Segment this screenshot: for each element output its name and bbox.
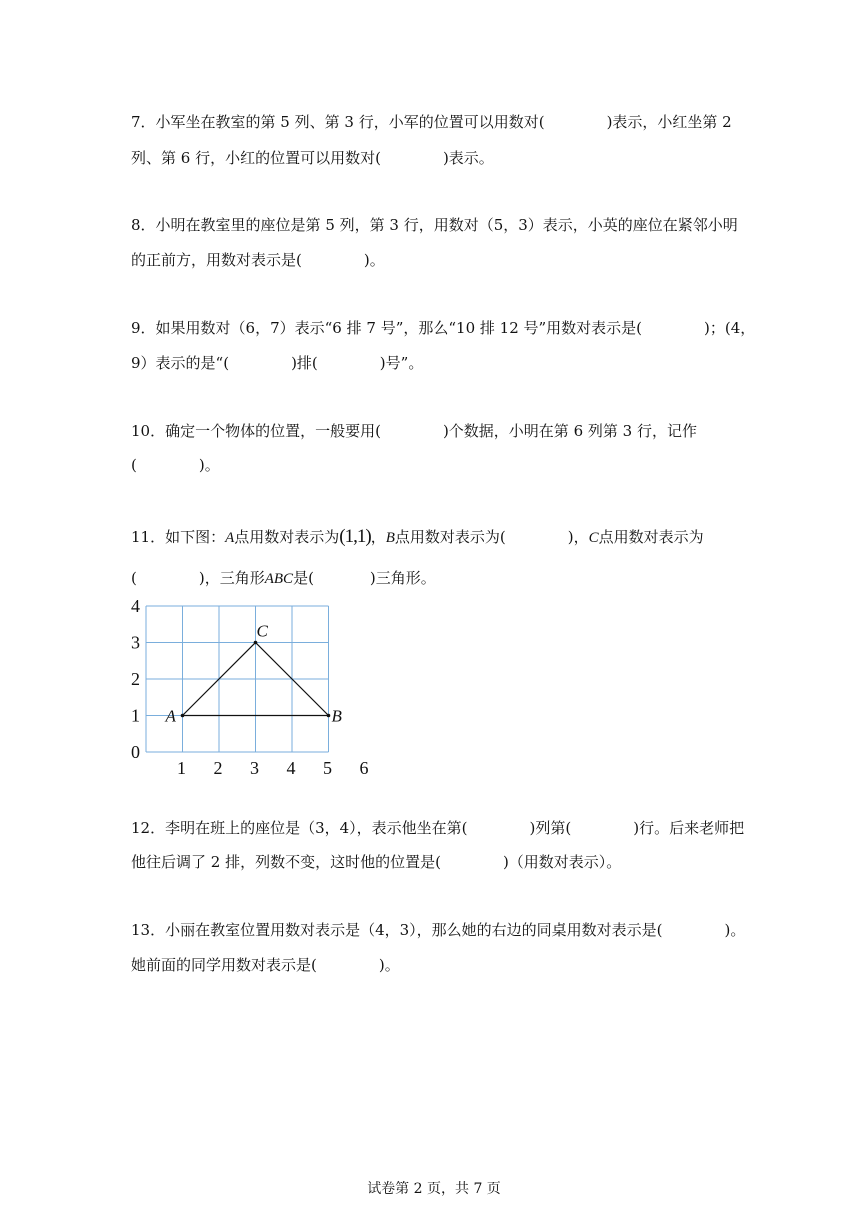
- q11-text: 点用数对表示为(: [394, 528, 506, 546]
- page-footer: 试卷第 2 页，共 7 页: [367, 1181, 501, 1197]
- q7-line2: [131, 148, 494, 168]
- q11-text: 11．如下图：: [131, 528, 226, 546]
- x-tick-label: 2: [213, 758, 223, 778]
- x-tick-label: 4: [286, 758, 296, 778]
- coordinate-grid-figure: [120, 596, 390, 778]
- q12-line2: [131, 852, 621, 872]
- q10-text: )。: [198, 456, 220, 474]
- y-tick-label: 3: [131, 632, 140, 653]
- y-tick-label: 0: [131, 742, 140, 762]
- q10-text: 10．确定一个物体的位置，一般要用(: [131, 422, 381, 440]
- grid-lines: [146, 606, 329, 752]
- q8-line1: [131, 215, 738, 235]
- point-b-label: B: [385, 530, 395, 546]
- q7-line1: [131, 112, 732, 132]
- q11-text: 是(: [293, 569, 314, 587]
- q7-text: )表示。: [442, 149, 494, 167]
- point-c-label: C: [588, 530, 599, 546]
- point-a-label: A: [225, 530, 235, 546]
- q13-text: )。: [378, 956, 400, 974]
- q10-line1: [131, 421, 697, 441]
- q9-line1: [131, 318, 755, 338]
- q11-text: )三角形。: [369, 569, 436, 587]
- q12-text: )行。后来老师把: [633, 819, 745, 837]
- vertex-point-b: [327, 714, 331, 718]
- vertex-label-c: C: [256, 621, 268, 641]
- q10-line2: [131, 455, 220, 475]
- triangle-abc: [165, 622, 343, 726]
- q11-text: 点用数对表示为: [234, 528, 340, 546]
- x-tick-label: 6: [359, 758, 369, 778]
- vertex-point-c: [254, 641, 258, 645]
- q11-text: ，: [370, 528, 386, 546]
- q11-text: (: [131, 569, 137, 587]
- y-tick-label: 4: [131, 596, 140, 616]
- q13-text: 她前面的同学用数对表示是(: [131, 956, 317, 974]
- q11-line2: [131, 568, 436, 589]
- q9-text: )号”。: [379, 354, 424, 372]
- q8-text: 的正前方，用数对表示是(: [131, 251, 302, 269]
- axis-tick-labels: [131, 596, 369, 778]
- q12-text: )（用数对表示）。: [502, 853, 622, 871]
- x-tick-label: 1: [177, 758, 186, 778]
- q9-text: )排(: [291, 354, 318, 372]
- vertex-label-a: A: [165, 706, 176, 726]
- q9-text: 9．如果用数对（6，7）表示“6 排 7 号”，那么“10 排 12 号”用数对表示是(: [131, 319, 643, 337]
- vertex-point-a: [181, 714, 185, 718]
- pair-a: (1,1): [339, 526, 371, 547]
- y-tick-label: 2: [131, 669, 140, 689]
- q12-text: )列第(: [529, 819, 572, 837]
- q7-text: 7．小军坐在教室的第 5 列、第 3 行，小军的位置可以用数对(: [131, 113, 545, 131]
- q12-text: 他往后调了 2 排，列数不变，这时他的位置是(: [131, 853, 441, 871]
- q11-text: )，: [567, 528, 589, 546]
- q9-line2: [131, 353, 423, 373]
- q13-line2: [131, 955, 400, 975]
- q13-text: 13．小丽在教室位置用数对表示是（4，3），那么她的右边的同桌用数对表示是(: [131, 921, 663, 939]
- q13-text: )。: [724, 921, 746, 939]
- y-tick-label: 1: [131, 705, 140, 726]
- q10-text: )个数据，小明在第 6 列第 3 行，记作: [442, 422, 697, 440]
- q9-text: 9）表示的是“(: [131, 354, 230, 372]
- q10-text: (: [131, 456, 137, 474]
- q8-line2: [131, 250, 385, 270]
- q7-text: )表示，小红坐第 2: [606, 113, 732, 131]
- q13-line1: [131, 920, 745, 940]
- q9-text: )；(4，: [704, 319, 756, 337]
- x-tick-label: 3: [250, 758, 259, 778]
- q7-text: 列、第 6 行，小红的位置可以用数对(: [131, 149, 381, 167]
- q8-text: 8．小明在教室里的座位是第 5 列，第 3 行，用数对（5，3）表示，小英的座位在紧邻小明: [131, 216, 738, 234]
- q12-text: 12．李明在班上的座位是（3，4），表示他坐在第(: [131, 819, 468, 837]
- vertex-label-b: B: [331, 706, 342, 726]
- q11-line1: [131, 527, 704, 548]
- q11-text: 点用数对表示为: [598, 528, 704, 546]
- q12-line1: [131, 818, 744, 838]
- q11-text: )，三角形: [198, 569, 265, 587]
- q8-text: )。: [363, 251, 385, 269]
- x-tick-label: 5: [323, 758, 332, 778]
- triangle-name: ABC: [264, 571, 294, 587]
